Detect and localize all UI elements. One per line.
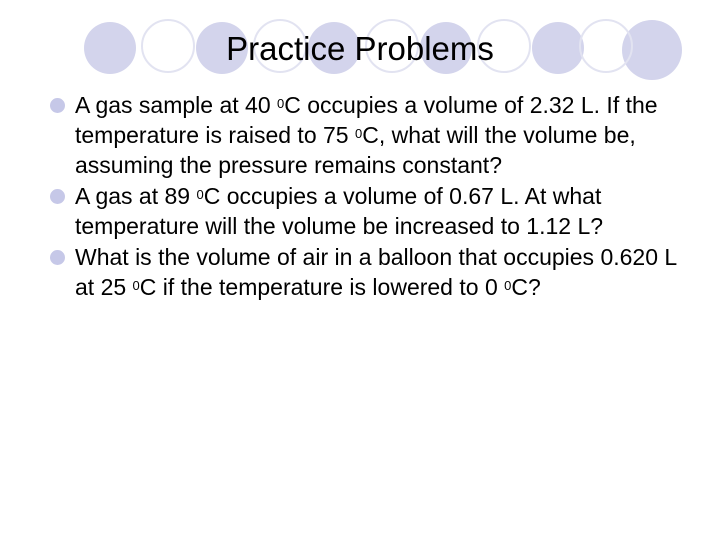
degree-superscript: 0	[504, 278, 512, 293]
degree-superscript: 0	[132, 278, 140, 293]
bullet-text: C, what will the volume be, assuming the pressure remains constant?	[75, 122, 636, 178]
bullet-text: What is the volume of air in a balloon that occupies 0.620 L at 25	[75, 244, 677, 300]
degree-superscript: 0	[354, 126, 363, 141]
degree-superscript: 0	[196, 187, 204, 202]
bullet-icon	[50, 98, 65, 113]
degree-superscript: 0	[277, 96, 285, 111]
bullet-list	[50, 90, 700, 303]
bullet-icon	[50, 189, 65, 204]
bullet-text: C occupies a volume of 0.67 L. At what temperature will the volume be increased to 1.12 L?	[75, 183, 604, 239]
bullet-item-1	[50, 90, 700, 180]
slide-title: Practice Problems	[226, 30, 494, 67]
bullet-text: A gas sample at 40	[75, 92, 278, 118]
bullet-text: C?	[511, 274, 541, 300]
bullet-icon	[50, 250, 65, 265]
bullet-text: A gas at 89	[75, 183, 197, 209]
bullet-item-2	[50, 181, 700, 241]
bullet-item-3	[50, 242, 700, 302]
bullet-text: C occupies a volume of 2.32 L. If the temperature is raised to 75	[75, 92, 658, 148]
bullet-text: C if the temperature is lowered to 0	[139, 274, 505, 300]
